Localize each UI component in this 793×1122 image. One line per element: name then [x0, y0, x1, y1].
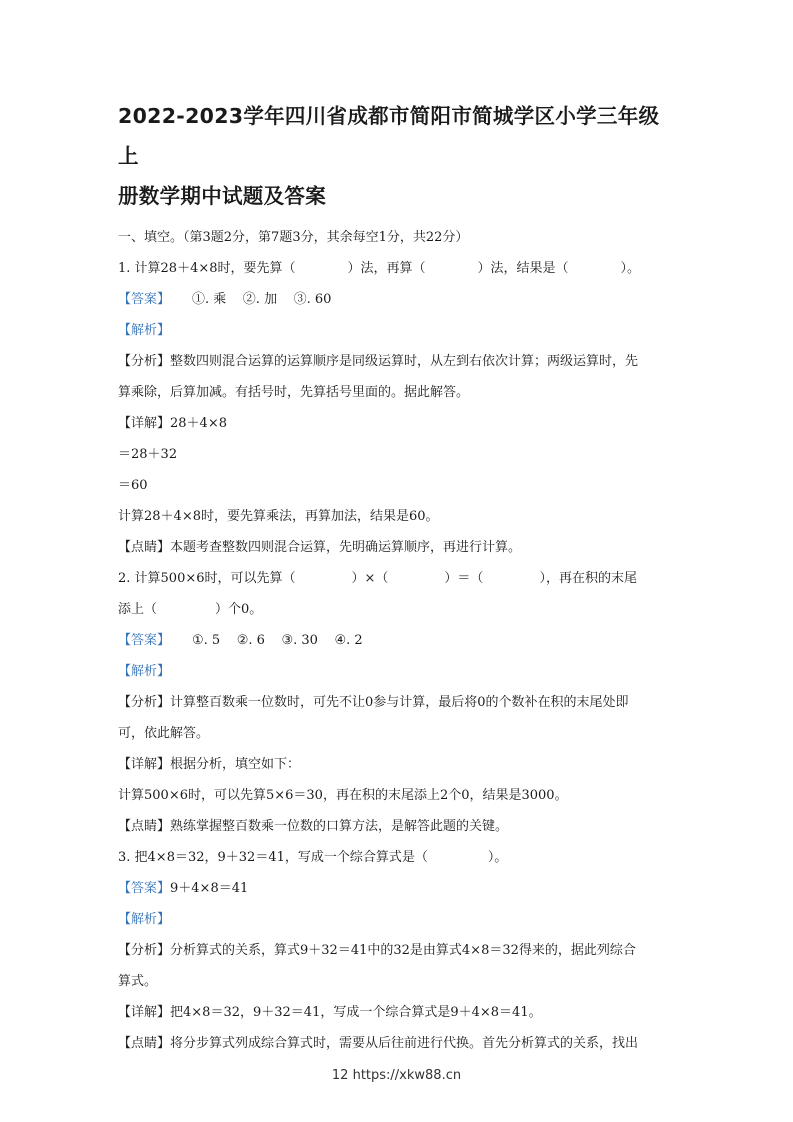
document-title [118, 96, 678, 216]
fenxi-text: 分析算式的关系，算式9＋32＝41中的32是由算式4×8＝32得来的，据此列综合 [170, 943, 636, 958]
dianjing-text: 将分步算式列成综合算式时，需要从后往前进行代换。首先分析算式的关系，找出 [170, 1036, 639, 1051]
q1-part-d: ）。 [620, 261, 641, 276]
q3-analysis-heading [118, 904, 678, 935]
analysis-tag: 【解析】 [118, 912, 171, 927]
q2-part-d: ），再在积的末尾 [539, 571, 637, 586]
section-heading: 一、填空。（第3题2分，第7题3分，其余每空1分，共22分） [118, 230, 469, 245]
q3-fenxi-line-2: 算式。 [118, 974, 158, 989]
q2-fenxi-line-1 [118, 687, 678, 718]
q2-fenxi-line-2: 可，依此解答。 [118, 726, 210, 741]
q2-part-e: 添上（ [118, 602, 158, 617]
q1-part-a: 1. 计算28＋4×8时，要先算（ [118, 261, 296, 276]
q2-xiangjie-line-2: 计算500×6时，可以先算5×6＝30，再在积的末尾添上2个0，结果是3000。 [118, 788, 568, 803]
fenxi-text: 整数四则混合运算的运算顺序是同级运算时，从左到右依次计算；两级运算时，先 [170, 354, 639, 369]
question-3 [118, 842, 678, 873]
dianjing-text: 熟练掌握整百数乘一位数的口算方法，是解答此题的关键。 [170, 819, 509, 834]
dianjing-tag: 【点睛】 [118, 540, 171, 555]
answer-text: 9＋4×8＝41 [170, 881, 249, 896]
q1-fenxi-line-1 [118, 346, 678, 377]
q1-part-c: ）法，结果是（ [477, 261, 569, 276]
xiangjie-text: 28＋4×8 [170, 416, 227, 431]
xiangjie-text: 根据分析，填空如下： [170, 757, 301, 772]
title-line-2: 册数学期中试题及答案 [118, 184, 326, 208]
dianjing-text: 本题考查整数四则混合运算，先明确运算顺序，再进行计算。 [170, 540, 522, 555]
xiangjie-tag: 【详解】 [118, 1005, 171, 1020]
q2-part-c: ）＝（ [444, 571, 484, 586]
q1-analysis-heading [118, 315, 678, 346]
fenxi-text: 计算整百数乘一位数时，可先不让0参与计算，最后将0的个数补在积的末尾处即 [170, 695, 629, 710]
q3-answer [118, 873, 678, 904]
q1-xiangjie-line-3: ＝60 [118, 478, 148, 493]
question-2 [118, 563, 678, 594]
page-footer: 12 https://xkw88.cn [331, 1068, 462, 1083]
answer-text: ①. 5 ②. 6 ③. 30 ④. 2 [192, 633, 363, 648]
q1-xiangjie-line-4: 计算28＋4×8时，要先算乘法，再算加法，结果是60。 [118, 509, 439, 524]
q2-part-f: ）个0。 [215, 602, 263, 617]
xiangjie-text: 把4×8＝32，9＋32＝41，写成一个综合算式是9＋4×8＝41。 [170, 1005, 542, 1020]
analysis-tag: 【解析】 [118, 664, 171, 679]
q1-answer [118, 284, 678, 315]
q3-xiangjie-line-1 [118, 997, 678, 1028]
q1-dianjing [118, 532, 678, 563]
answer-tag: 【答案】 [118, 292, 171, 307]
title-line-1: 2022-2023学年四川省成都市简阳市简城学区小学三年级上 [118, 104, 660, 168]
answer-tag: 【答案】 [118, 881, 171, 896]
q3-dianjing [118, 1028, 678, 1059]
xiangjie-tag: 【详解】 [118, 416, 171, 431]
dianjing-tag: 【点睛】 [118, 1036, 171, 1051]
q2-part-a: 2. 计算500×6时，可以先算（ [118, 571, 296, 586]
q2-analysis-heading [118, 656, 678, 687]
xiangjie-tag: 【详解】 [118, 757, 171, 772]
q1-fenxi-line-2: 算乘除，后算加减。有括号时，先算括号里面的。据此解答。 [118, 385, 470, 400]
fenxi-tag: 【分析】 [118, 943, 171, 958]
answer-text: ①. 乘 ②. 加 ③. 60 [192, 292, 332, 307]
question-1 [118, 253, 678, 284]
analysis-tag: 【解析】 [118, 323, 171, 338]
document-page [118, 96, 678, 1059]
q3-part-a: 3. 把4×8＝32，9＋32＝41，写成一个综合算式是（ [118, 850, 428, 865]
q2-xiangjie-line-1 [118, 749, 678, 780]
fenxi-tag: 【分析】 [118, 695, 171, 710]
q1-part-b: ）法，再算（ [347, 261, 426, 276]
answer-tag: 【答案】 [118, 633, 171, 648]
q2-part-b: ）×（ [351, 571, 389, 586]
q3-part-b: ）。 [487, 850, 508, 865]
q2-answer [118, 625, 678, 656]
q1-xiangjie-line-2: ＝28＋32 [118, 447, 178, 462]
q1-xiangjie-line-1 [118, 408, 678, 439]
dianjing-tag: 【点睛】 [118, 819, 171, 834]
q3-fenxi-line-1 [118, 935, 678, 966]
q2-dianjing [118, 811, 678, 842]
question-2-continued [118, 594, 678, 625]
fenxi-tag: 【分析】 [118, 354, 171, 369]
